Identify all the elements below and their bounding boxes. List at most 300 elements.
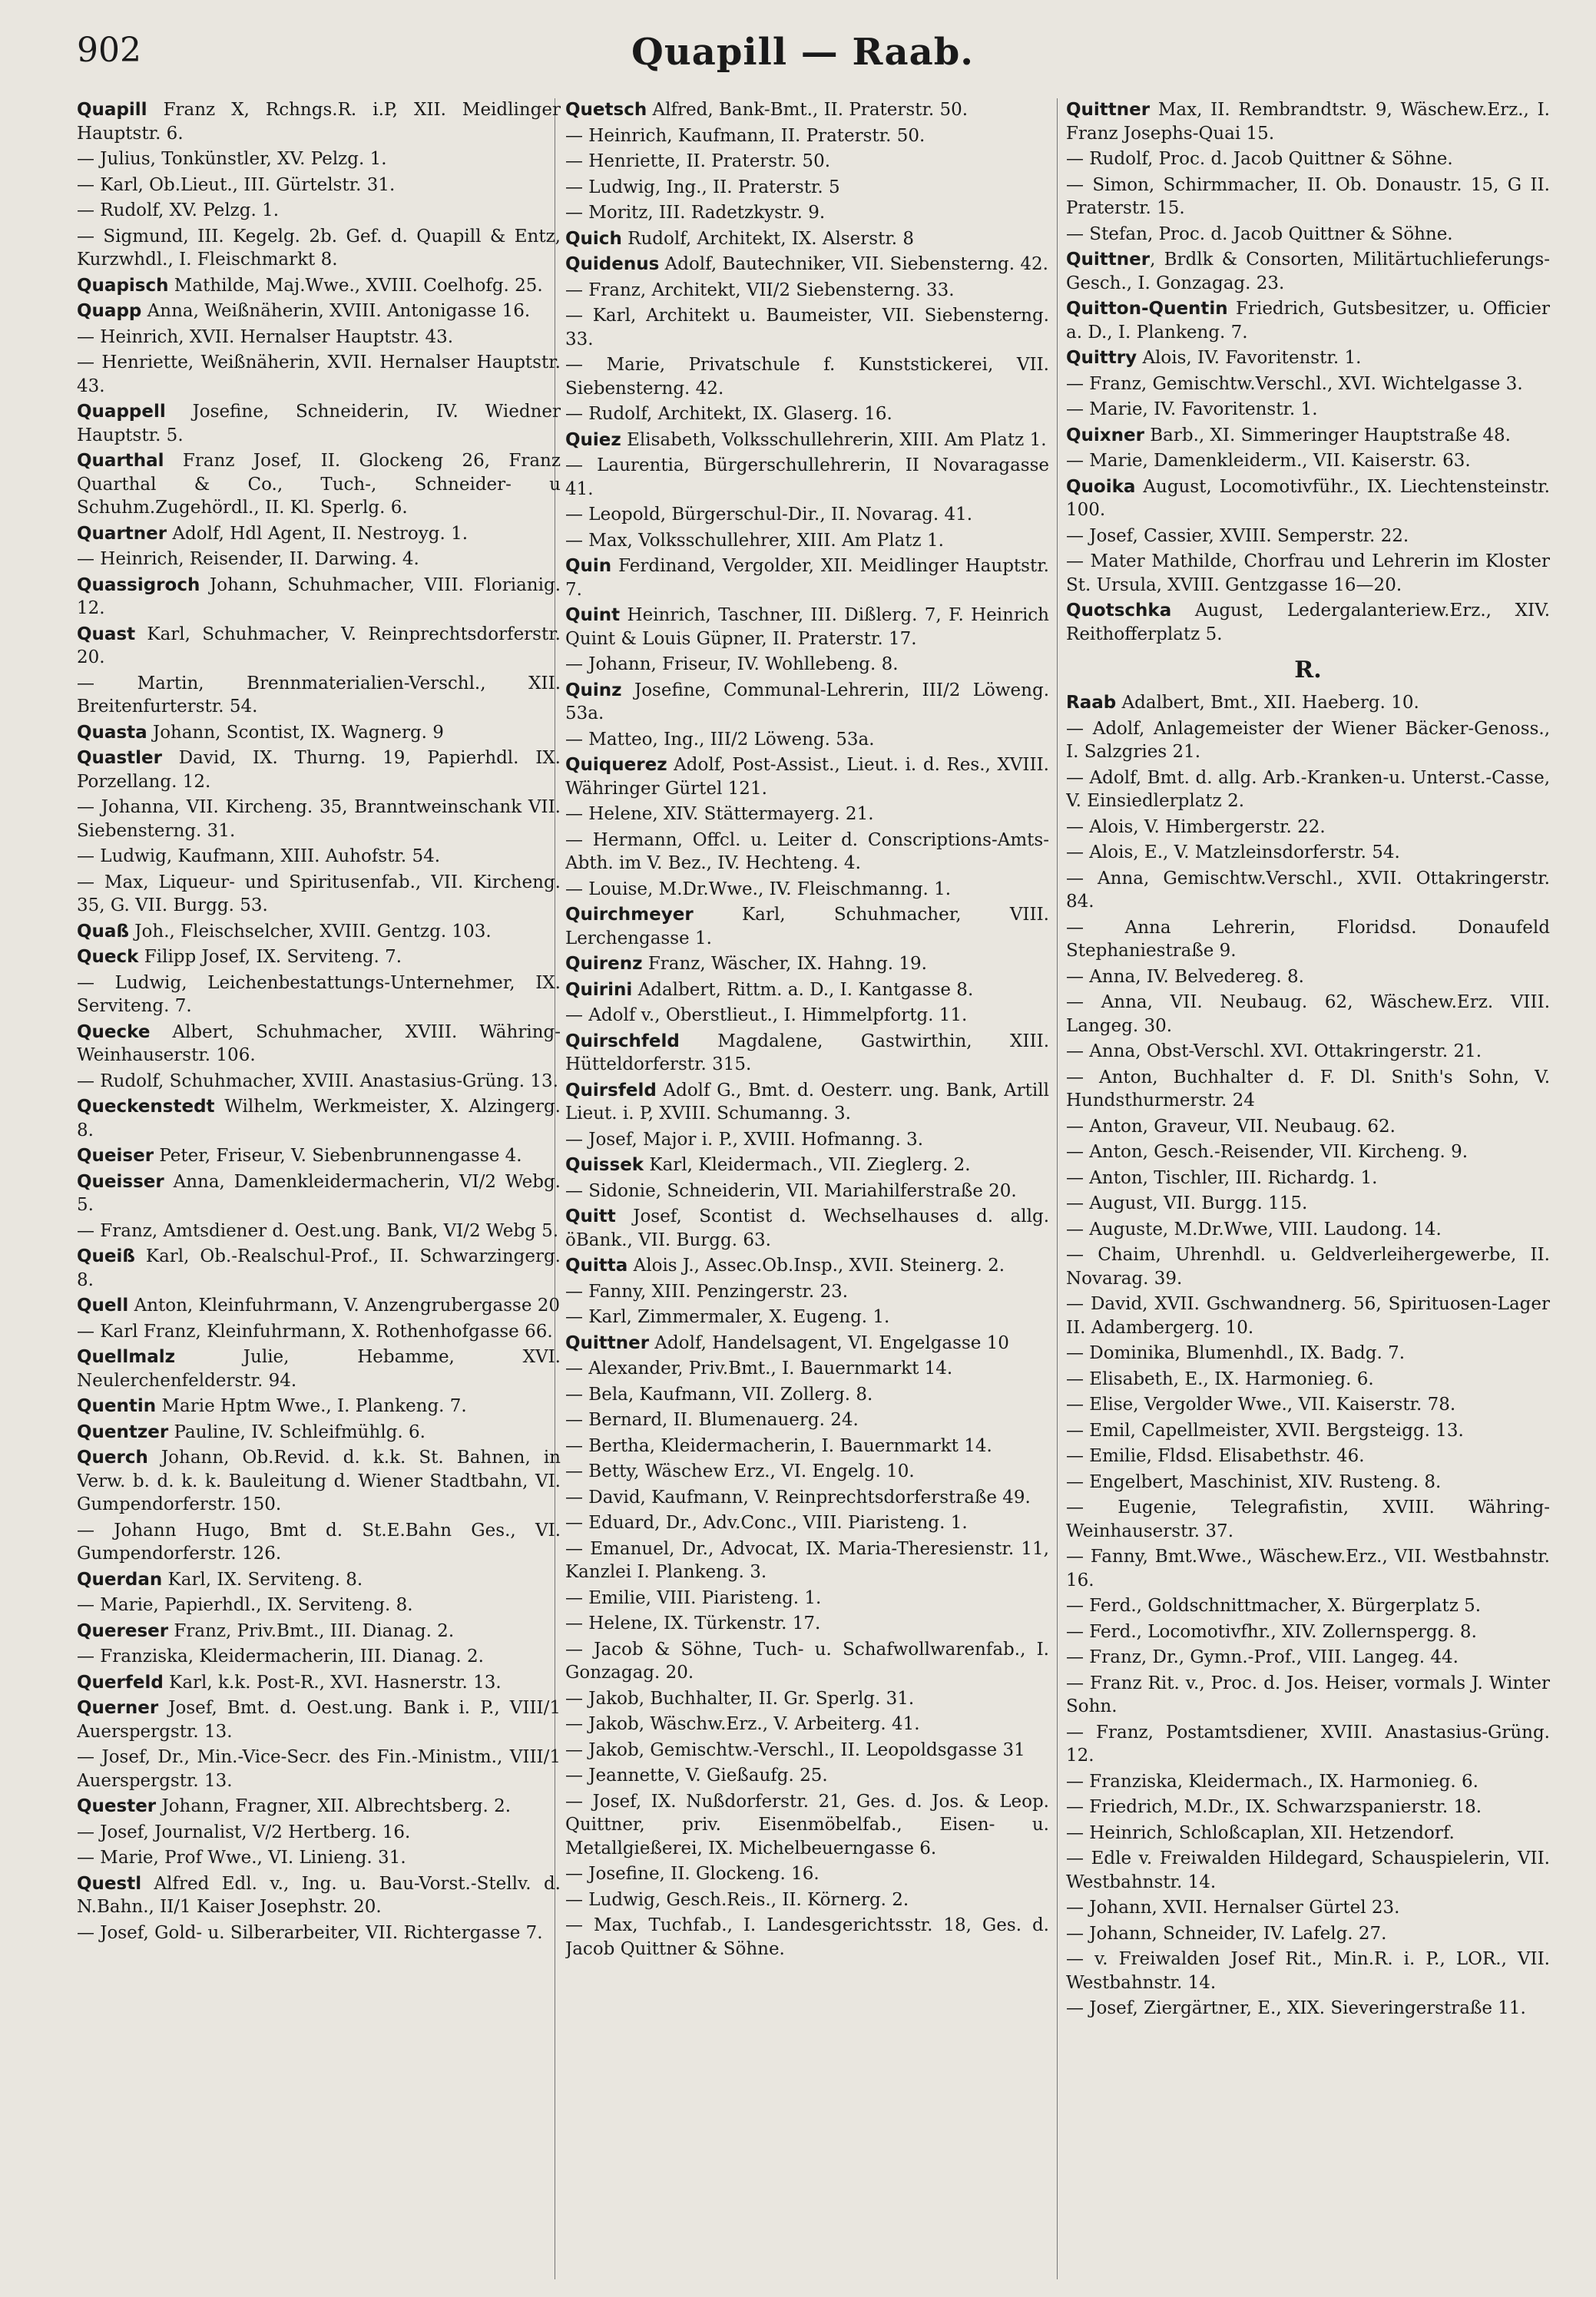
entry-details: — Julius, Tonkünstler, XV. Pelzg. 1.: [77, 149, 387, 169]
directory-entry: [77, 1846, 561, 1870]
entry-details: Johann, Ob.Revid. d. k.k. St. Bahnen, in Verw. b. d. k. k. Bauleitung d. Wiener Stadtbahn, VI. Gumpendorferstr. 150.: [77, 1448, 561, 1514]
entry-surname: Quitt: [565, 1206, 616, 1226]
directory-entry: [77, 1144, 561, 1168]
entry-details: Filipp Josef, IX. Serviteng. 7.: [138, 947, 402, 967]
directory-entry: [565, 1153, 1049, 1177]
entry-details: Karl, Schuhmacher, VIII. Lerchengasse 1.: [565, 905, 1049, 948]
entry-details: — Franziska, Kleidermacherin, III. Dianag. 2.: [77, 1647, 484, 1666]
directory-entry: [1066, 965, 1550, 989]
directory-entry: [77, 225, 561, 272]
entry-details: — Anton, Graveur, VII. Neubaug. 62.: [1066, 1116, 1396, 1137]
directory-entry: [77, 1294, 561, 1318]
entry-details: , Brdlk & Consorten, Militärtuchlieferungs-Gesch., I. Gonzagag. 23.: [1066, 250, 1550, 293]
entry-surname: Quaß: [77, 921, 129, 942]
directory-entry: [77, 274, 561, 298]
entry-surname: Quastler: [77, 748, 162, 768]
entry-surname: Quixner: [1066, 425, 1144, 445]
directory-entry: [565, 1486, 1049, 1510]
entry-surname: Querdan: [77, 1569, 163, 1590]
directory-entry: [565, 98, 1049, 122]
directory-entry: [565, 503, 1049, 527]
entry-details: Franz, Priv.Bmt., III. Dianag. 2.: [168, 1620, 455, 1641]
entry-details: Adolf, Handelsagent, VI. Engelgasse 10: [649, 1332, 1009, 1353]
directory-entry: [77, 1671, 561, 1695]
entry-details: — Karl Franz, Kleinfuhrmann, X. Rothenhofgasse 66.: [77, 1321, 553, 1342]
column-divider: [1057, 98, 1058, 2279]
directory-entry: [565, 227, 1049, 251]
directory-entry: [1066, 398, 1550, 422]
entry-details: — Johann Hugo, Bmt d. St.E.Bahn Ges., VI. Gumpendorferstr. 126.: [77, 1520, 561, 1564]
directory-entry: [565, 1537, 1049, 1584]
entry-surname: Queiser: [77, 1146, 154, 1166]
entry-details: — Emilie, VIII. Piaristeng. 1.: [565, 1587, 822, 1608]
directory-entry: [77, 1245, 561, 1292]
directory-entry: [77, 98, 561, 145]
directory-entry: [77, 326, 561, 349]
entry-details: — Marie, Papierhdl., IX. Serviteng. 8.: [77, 1595, 413, 1615]
entry-surname: Raab: [1066, 693, 1117, 713]
entry-details: — Ludwig, Gesch.Reis., II. Körnerg. 2.: [565, 1889, 909, 1910]
directory-entry: [565, 176, 1049, 200]
entry-details: — Josef, Dr., Min.-Vice-Secr. des Fin.-Ministm., VIII/1 Auerspergstr. 13.: [77, 1747, 561, 1791]
entry-details: — Chaim, Uhrenhdl. u. Geldverleihergewerbe, II. Novarag. 39.: [1066, 1245, 1550, 1289]
entry-details: — Jacob & Söhne, Tuch- u. Schafwollwarenfab., I. Gonzagag. 20.: [565, 1639, 1049, 1683]
directory-entry: [565, 1332, 1049, 1355]
directory-entry: [77, 574, 561, 621]
entry-details: — Rudolf, Architekt, IX. Glaserg. 16.: [565, 404, 892, 424]
entry-details: — Marie, IV. Favoritenstr. 1.: [1066, 399, 1318, 419]
directory-entry: [77, 945, 561, 969]
directory-entry: [1066, 599, 1550, 646]
directory-entry: [1066, 1192, 1550, 1216]
directory-entry: [565, 1914, 1049, 1961]
directory-entry: [77, 1821, 561, 1845]
directory-entry: [77, 1170, 561, 1217]
directory-entry: [565, 1408, 1049, 1432]
directory-entry: [77, 1872, 561, 1919]
entry-details: — Emanuel, Dr., Advocat, IX. Maria-Theresienstr. 11, Kanzlei I. Plankeng. 3.: [565, 1538, 1049, 1582]
directory-entry: [1066, 1218, 1550, 1242]
entry-details: Karl, IX. Serviteng. 8.: [162, 1569, 363, 1590]
directory-entry: [77, 1220, 561, 1243]
entry-details: — Johanna, VII. Kircheng. 35, Branntweinschank VII. Siebensterng. 31.: [77, 797, 561, 841]
directory-entry: [1066, 1672, 1550, 1719]
page-title: Quapill — Raab.: [631, 31, 974, 74]
directory-entry: [565, 304, 1049, 351]
directory-entry: [565, 728, 1049, 752]
directory-entry: [565, 1612, 1049, 1636]
entry-details: Mathilde, Maj.Wwe., XVIII. Coelhofg. 25.: [168, 275, 543, 296]
directory-entry: [77, 1021, 561, 1067]
entry-details: — Bertha, Kleidermacherin, I. Bauernmarkt 14.: [565, 1435, 992, 1456]
directory-entry: [77, 721, 561, 745]
entry-surname: Quapisch: [77, 275, 169, 296]
entry-surname: Quecke: [77, 1021, 151, 1042]
entry-surname: Quapp: [77, 301, 142, 321]
entry-surname: Quentzer: [77, 1422, 169, 1442]
directory-entry: [1066, 841, 1550, 865]
entry-details: — Anna, Obst-Verschl. XVI. Ottakringerstr. 21.: [1066, 1041, 1482, 1061]
entry-surname: Quotschka: [1066, 601, 1172, 621]
directory-entry: [77, 672, 561, 719]
entry-details: Josef, Scontist d. Wechselhauses d. allg. öBank., VII. Burgg. 63.: [565, 1206, 1049, 1250]
directory-entry: [77, 1645, 561, 1669]
directory-entry: [565, 1435, 1049, 1458]
entry-details: Ferdinand, Vergolder, XII. Meidlinger Hauptstr. 7.: [565, 556, 1049, 600]
entry-details: — Elise, Vergolder Wwe., VII. Kaiserstr. 78.: [1066, 1395, 1456, 1415]
entry-surname: Queisser: [77, 1171, 164, 1192]
entry-details: — Anton, Buchhalter d. F. Dl. Snith's Sohn, V. Hundsthurmerstr. 24: [1066, 1067, 1550, 1110]
directory-entry: [565, 1587, 1049, 1610]
entry-surname: Querfeld: [77, 1672, 164, 1693]
entry-details: — Auguste, M.Dr.Wwe, VIII. Laudong. 14.: [1066, 1219, 1442, 1240]
directory-entry: [565, 903, 1049, 950]
entry-details: — Heinrich, XVII. Hernalser Hauptstr. 43.: [77, 326, 454, 347]
entry-details: — Moritz, III. Radetzkystr. 9.: [565, 203, 826, 223]
entry-details: Josefine, Schneiderin, IV. Wiedner Hauptstr. 5.: [77, 402, 561, 445]
entry-surname: Quirschfeld: [565, 1031, 680, 1051]
entry-surname: Quetsch: [565, 100, 647, 120]
entry-details: — v. Freiwalden Josef Rit., Min.R. i. P., LOR., VII. Westbahnstr. 14.: [1066, 1949, 1550, 1993]
entry-details: — Elisabeth, E., IX. Harmonieg. 6.: [1066, 1369, 1374, 1389]
entry-details: — Eduard, Dr., Adv.Conc., VIII. Piaristeng. 1.: [565, 1513, 968, 1533]
entry-details: — Franz, Dr., Gymn.-Prof., VIII. Langeg. 44.: [1066, 1647, 1459, 1667]
entry-details: — Anna Lehrerin, Floridsd. Donaufeld Stephaniestraße 9.: [1066, 917, 1550, 961]
directory-entry: [1066, 346, 1550, 370]
directory-entry: [77, 351, 561, 398]
directory-entry: [565, 1764, 1049, 1788]
entry-surname: Quellmalz: [77, 1347, 176, 1367]
entry-details: — Alois, V. Himbergerstr. 22.: [1066, 816, 1326, 837]
entry-details: Peter, Friseur, V. Siebenbrunnengasse 4.: [154, 1146, 522, 1166]
entry-details: — Rudolf, Schuhmacher, XVIII. Anastasius-Grüng. 13.: [77, 1071, 558, 1091]
entry-details: — Fanny, Bmt.Wwe., Wäschew.Erz., VII. Westbahnstr. 16.: [1066, 1547, 1550, 1590]
directory-entry: [77, 1594, 561, 1617]
entry-details: — Anton, Tischler, III. Richardg. 1.: [1066, 1167, 1378, 1188]
directory-entry: [1066, 1922, 1550, 1946]
entry-details: — Henriette, II. Praterstr. 50.: [565, 151, 831, 171]
entry-surname: Quapill: [77, 100, 147, 120]
entry-details: — Marie, Prof Wwe., VI. Linieng. 31.: [77, 1848, 406, 1868]
directory-entry: [1066, 475, 1550, 522]
directory-entry: [1066, 991, 1550, 1038]
directory-entry: [565, 201, 1049, 225]
directory-entry: [77, 199, 561, 223]
directory-entry: [565, 1306, 1049, 1329]
directory-entry: [1066, 297, 1550, 344]
entry-details: — Josef, Major i. P., XVIII. Hofmanng. 3.: [565, 1129, 924, 1150]
entry-details: — August, VII. Burgg. 115.: [1066, 1193, 1308, 1213]
directory-entry: [565, 554, 1049, 601]
entry-details: Alois J., Assec.Ob.Insp., XVII. Steinerg. 2.: [627, 1256, 1005, 1276]
entry-details: August, Ledergalanteriew.Erz., XIV. Reithofferplatz 5.: [1066, 601, 1550, 644]
directory-entry: [77, 1696, 561, 1743]
directory-entry: [565, 753, 1049, 800]
directory-entry: [1066, 550, 1550, 597]
entry-details: Max, II. Rembrandtstr. 9, Wäschew.Erz., I. Franz Josephs-Quai 15.: [1066, 100, 1550, 144]
entry-details: — Max, Volksschullehrer, XIII. Am Platz 1.: [565, 530, 944, 551]
entry-details: — Anton, Gesch.-Reisender, VII. Kircheng. 9.: [1066, 1142, 1469, 1162]
directory-entry: [565, 1638, 1049, 1685]
directory-entry: [565, 353, 1049, 400]
entry-details: Alois, IV. Favoritenstr. 1.: [1137, 348, 1362, 368]
entry-details: Anna, Weißnäherin, XVIII. Antonigasse 16.: [141, 301, 531, 321]
entry-details: Albert, Schuhmacher, XVIII. Währing-Weinhauserstr. 106.: [77, 1021, 561, 1065]
directory-entry: [565, 1888, 1049, 1912]
entry-details: — Eugenie, Telegrafistin, XVIII. Währing-Weinhauserstr. 37.: [1066, 1498, 1550, 1541]
directory-entry: [77, 1519, 561, 1566]
entry-surname: Quinz: [565, 680, 622, 700]
entry-details: Barb., XI. Simmeringer Hauptstraße 48.: [1144, 425, 1511, 445]
directory-entry: [1066, 147, 1550, 171]
entry-surname: Quirchmeyer: [565, 905, 694, 925]
entry-details: Wilhelm, Werkmeister, X. Alzingerg. 8.: [77, 1097, 561, 1140]
entry-surname: Queck: [77, 947, 139, 967]
entry-details: — Mater Mathilde, Chorfrau und Lehrerin im Kloster St. Ursula, XVIII. Gentzgasse 16—20.: [1066, 551, 1550, 595]
directory-entry: [1066, 1342, 1550, 1365]
directory-entry: [1066, 1847, 1550, 1894]
entry-details: Adalbert, Rittm. a. D., I. Kantgasse 8.: [632, 979, 974, 1000]
directory-entry: [565, 150, 1049, 174]
directory-entry: [1066, 1066, 1550, 1113]
directory-entry: [77, 1568, 561, 1592]
entry-details: — Josef, Journalist, V/2 Hertberg. 16.: [77, 1822, 411, 1842]
entry-details: — Marie, Damenkleiderm., VII. Kaiserstr. 63.: [1066, 451, 1471, 471]
directory-entry: [1066, 1140, 1550, 1164]
entry-details: — Karl, Zimmermaler, X. Eugeng. 1.: [565, 1307, 890, 1327]
entry-details: — Jakob, Wäschw.Erz., V. Arbeiterg. 41.: [565, 1714, 920, 1734]
entry-surname: Quittner: [565, 1332, 650, 1353]
directory-entry: [565, 1383, 1049, 1407]
entry-details: — Helene, XIV. Stättermayerg. 21.: [565, 804, 874, 824]
directory-entry: [1066, 1393, 1550, 1417]
entry-details: — Alexander, Priv.Bmt., I. Bauernmarkt 14.: [565, 1359, 953, 1379]
directory-entry: [77, 1746, 561, 1792]
directory-entry: [77, 1345, 561, 1392]
directory-entry: [77, 623, 561, 670]
entry-details: — Hermann, Offcl. u. Leiter d. Conscriptions-Amts-Abth. im V. Bez., IV. Hechteng. 4.: [565, 829, 1049, 873]
entry-details: — Ludwig, Ing., II. Praterstr. 5: [565, 177, 840, 197]
directory-entry: [1066, 691, 1550, 715]
entry-details: Joh., Fleischselcher, XVIII. Gentzg. 103.: [129, 921, 492, 942]
directory-entry: [1066, 98, 1550, 145]
entry-details: Josef, Bmt. d. Oest.ung. Bank i. P., VIII/1 Auerspergstr. 13.: [77, 1698, 561, 1742]
entry-details: — Heinrich, Kaufmann, II. Praterstr. 50.: [565, 125, 925, 146]
section-heading: R.: [1294, 657, 1322, 683]
entry-surname: Quereser: [77, 1620, 169, 1641]
entry-surname: Quirsfeld: [565, 1080, 657, 1101]
entry-details: — Heinrich, Schloßcaplan, XII. Hetzendorf.: [1066, 1822, 1455, 1843]
entry-details: Josefine, Communal-Lehrerin, III/2 Löweng. 53a.: [565, 680, 1049, 723]
directory-entry: [565, 1713, 1049, 1736]
directory-entry: [1066, 1419, 1550, 1443]
entry-details: — Rudolf, Proc. d. Jacob Quittner & Söhne.: [1066, 149, 1453, 169]
directory-entry: [77, 1795, 561, 1819]
directory-entry: [77, 1421, 561, 1445]
entry-details: — Josefine, II. Glockeng. 16.: [565, 1864, 820, 1884]
directory-entry: [77, 548, 561, 571]
directory-entry: [1066, 1471, 1550, 1494]
entry-details: Pauline, IV. Schleifmühlg. 6.: [168, 1422, 425, 1442]
entry-surname: Quirenz: [565, 954, 643, 974]
entry-surname: Quassigroch: [77, 574, 200, 595]
directory-entry: [77, 522, 561, 546]
entry-details: Karl, Ob.-Realschul-Prof., II. Schwarzingerg. 8.: [77, 1246, 561, 1290]
directory-entry: [565, 402, 1049, 426]
directory-entry: [565, 454, 1049, 501]
directory-entry: [1066, 717, 1550, 764]
entry-surname: Quiez: [565, 429, 621, 450]
entry-details: Karl, Kleidermach., VII. Zieglerg. 2.: [644, 1155, 971, 1175]
entry-surname: Quentin: [77, 1396, 157, 1416]
entry-details: — Franz, Amtsdiener d. Oest.ung. Bank, VI/2 Webg 5.: [77, 1220, 559, 1241]
entry-details: Friedrich, Gutsbesitzer, u. Officier a. D., I. Plankeng. 7.: [1066, 299, 1550, 343]
entry-details: — Edle v. Freiwalden Hildegard, Schauspielerin, VII. Westbahnstr. 14.: [1066, 1849, 1550, 1892]
directory-entry: [1066, 1896, 1550, 1920]
directory-entry: [565, 1004, 1049, 1028]
entry-details: — Sigmund, III. Kegelg. 2b. Gef. d. Quapill & Entz, Kurzwhdl., I. Fleischmarkt 8.: [77, 226, 561, 270]
entry-surname: Quiquerez: [565, 755, 667, 775]
directory-entry: [77, 746, 561, 793]
directory-entry: [565, 529, 1049, 553]
entry-details: — Bela, Kaufmann, VII. Zollerg. 8.: [565, 1384, 873, 1405]
entry-details: — Matteo, Ing., III/2 Löweng. 53a.: [565, 729, 875, 750]
entry-details: — Jakob, Gemischtw.-Verschl., II. Leopoldsgasse 31: [565, 1739, 1025, 1760]
directory-entry: [77, 871, 561, 918]
entry-details: Adolf, Bautechniker, VII. Siebensterng. 42.: [659, 254, 1048, 274]
entry-details: — Adolf v., Oberstlieut., I. Himmelpfortg. 11.: [565, 1005, 968, 1025]
entry-details: — Sidonie, Schneiderin, VII. Mariahilferstraße 20.: [565, 1180, 1017, 1201]
entry-details: — Karl, Architekt u. Baumeister, VII. Siebensterng. 33.: [565, 306, 1049, 349]
directory-entry: [1066, 1445, 1550, 1468]
entry-details: Julie, Hebamme, XVI. Neulerchenfelderstr. 94.: [77, 1347, 561, 1391]
directory-entry: [77, 971, 561, 1018]
entry-surname: Quissek: [565, 1155, 644, 1175]
entry-details: Anna, Damenkleidermacherin, VI/2 Webg. 5.: [77, 1171, 561, 1215]
entry-surname: Quittner: [1066, 100, 1151, 120]
entry-details: — Anna, Gemischtw.Verschl., XVII. Ottakringerstr. 84.: [1066, 868, 1550, 912]
entry-details: August, Locomotivführ., IX. Liechtensteinstr. 100.: [1066, 476, 1550, 520]
entry-details: Rudolf, Architekt, IX. Alserstr. 8: [621, 228, 915, 249]
entry-details: — Karl, Ob.Lieut., III. Gürtelstr. 31.: [77, 174, 396, 195]
entry-details: Adolf, Post-Assist., Lieut. i. d. Res., XVIII. Währinger Gürtel 121.: [565, 755, 1049, 799]
entry-surname: Quitta: [565, 1256, 628, 1276]
entry-details: Adolf, Hdl Agent, II. Nestroyg. 1.: [167, 523, 469, 544]
directory-entry: [1066, 1292, 1550, 1339]
directory-entry: [565, 1079, 1049, 1126]
directory-entry: [1066, 1115, 1550, 1139]
entry-details: — Franz, Gemischtw.Verschl., XVI. Wichtelgasse 3.: [1066, 373, 1523, 394]
entry-details: — Ferd., Locomotivfhr., XIV. Zollernspergg. 8.: [1066, 1621, 1477, 1642]
entry-details: Franz Josef, II. Glockeng 26, Franz Quarthal & Co., Tuch-, Schneider- u Schuhm.Zugehördl., II. Kl. Sperlg. 6.: [77, 451, 561, 518]
entry-details: — Ludwig, Leichenbestattungs-Unternehmer, IX. Serviteng. 7.: [77, 972, 561, 1016]
directory-entry: [77, 1095, 561, 1142]
entry-surname: Quarthal: [77, 451, 164, 471]
directory-entry: [565, 1460, 1049, 1484]
column-1: [77, 98, 561, 2279]
entry-details: — Max, Tuchfab., I. Landesgerichtsstr. 18, Ges. d. Jacob Quittner & Söhne.: [565, 1915, 1049, 1959]
entry-surname: Quint: [565, 605, 621, 625]
directory-entry: [565, 429, 1049, 452]
entry-details: Heinrich, Taschner, III. Dißlerg. 7, F. Heinrich Quint & Louis Güpner, II. Praterstr. 17.: [565, 605, 1049, 649]
directory-entry: [565, 253, 1049, 276]
directory-entry: [77, 920, 561, 944]
directory-entry: [1066, 449, 1550, 473]
entry-details: — Stefan, Proc. d. Jacob Quittner & Söhne.: [1066, 223, 1453, 244]
entry-surname: Quitton-Quentin: [1066, 299, 1228, 319]
entry-details: — Emilie, Fldsd. Elisabethstr. 46.: [1066, 1446, 1365, 1466]
directory-entry: [77, 796, 561, 842]
directory-entry: [77, 1921, 561, 1945]
entry-details: — Adolf, Anlagemeister der Wiener Bäcker-Genoss., I. Salzgries 21.: [1066, 718, 1550, 762]
directory-entry: [1066, 816, 1550, 839]
entry-details: — Max, Liqueur- und Spiritusenfab., VII. Kircheng. 35, G. VII. Burgg. 53.: [77, 872, 561, 915]
entry-details: — Josef, Ziergärtner, E., XIX. Sieveringerstraße 11.: [1066, 1998, 1526, 2018]
directory-entry: [565, 952, 1049, 976]
directory-entry: [77, 300, 561, 323]
entry-details: — Heinrich, Reisender, II. Darwing. 4.: [77, 549, 419, 569]
entry-details: — Josef, IX. Nußdorferstr. 21, Ges. d. Jos. & Leop. Quittner, priv. Eisenmöbelfab., Eisen- u. Metallgießerei, IX. Michelbeuerngasse 6.: [565, 1791, 1049, 1858]
directory-entry: [565, 1205, 1049, 1252]
entry-details: Karl, k.k. Post-R., XVI. Hasnerstr. 13.: [163, 1672, 502, 1693]
directory-entry: [1066, 525, 1550, 548]
directory-entry: [565, 1254, 1049, 1278]
entry-details: — Marie, Privatschule f. Kunststickerei, VII. Siebensterng. 42.: [565, 355, 1049, 399]
entry-surname: Quoika: [1066, 476, 1136, 497]
directory-entry: [565, 679, 1049, 726]
directory-entry: [1066, 867, 1550, 914]
directory-entry: [77, 1070, 561, 1094]
entry-details: Karl, Schuhmacher, V. Reinprechtsdorferstr. 20.: [77, 624, 561, 667]
entry-surname: Quartner: [77, 523, 167, 544]
entry-surname: Quich: [565, 228, 622, 249]
directory-entry: [77, 449, 561, 520]
directory-entry: [77, 400, 561, 447]
directory-entry: [565, 279, 1049, 303]
directory-entry: [1066, 766, 1550, 813]
entry-details: — Jakob, Buchhalter, II. Gr. Sperlg. 31.: [565, 1688, 915, 1709]
directory-entry: [1066, 1796, 1550, 1819]
entry-details: — Ludwig, Kaufmann, XIII. Auhofstr. 54.: [77, 846, 441, 866]
entry-details: — Franz, Architekt, VII/2 Siebensterng. 33.: [565, 280, 955, 300]
directory-entry: [1066, 1594, 1550, 1618]
entry-surname: Querner: [77, 1698, 159, 1718]
page-header: [77, 31, 1528, 84]
directory-entry: [77, 147, 561, 171]
directory-entry: [1066, 1243, 1550, 1290]
entry-details: — Henriette, Weißnäherin, XVII. Hernalser Hauptstr. 43.: [77, 352, 561, 396]
entry-details: — Jeannette, V. Gießaufg. 25.: [565, 1766, 828, 1786]
entry-details: — Franz Rit. v., Proc. d. Jos. Heiser, vormals J. Winter Sohn.: [1066, 1673, 1550, 1716]
entry-details: — Josef, Cassier, XVIII. Semperstr. 22.: [1066, 525, 1409, 546]
entry-details: Anton, Kleinfuhrmann, V. Anzengrubergasse 20: [128, 1296, 561, 1316]
entry-surname: Quast: [77, 624, 136, 644]
entry-details: — Franz, Postamtsdiener, XVIII. Anastasius-Grüng. 12.: [1066, 1722, 1550, 1766]
entry-surname: Quappell: [77, 402, 166, 422]
directory-entry: [1066, 1368, 1550, 1392]
directory-entry: [77, 1320, 561, 1344]
directory-entry: [1066, 1997, 1550, 2021]
entry-details: — Johann, XVII. Hernalser Gürtel 23.: [1066, 1898, 1400, 1918]
entry-details: — Helene, IX. Türkenstr. 17.: [565, 1614, 821, 1633]
entry-details: Johann, Scontist, IX. Wagnerg. 9: [147, 722, 444, 743]
entry-details: — Louise, M.Dr.Wwe., IV. Fleischmanng. 1.: [565, 879, 952, 899]
entry-details: Franz, Wäscher, IX. Hahng. 19.: [642, 954, 927, 974]
entry-details: — Alois, E., V. Matzleinsdorferstr. 54.: [1066, 842, 1400, 862]
entry-surname: Quasta: [77, 722, 147, 743]
entry-surname: Questl: [77, 1873, 142, 1894]
directory-entry: [565, 1687, 1049, 1711]
